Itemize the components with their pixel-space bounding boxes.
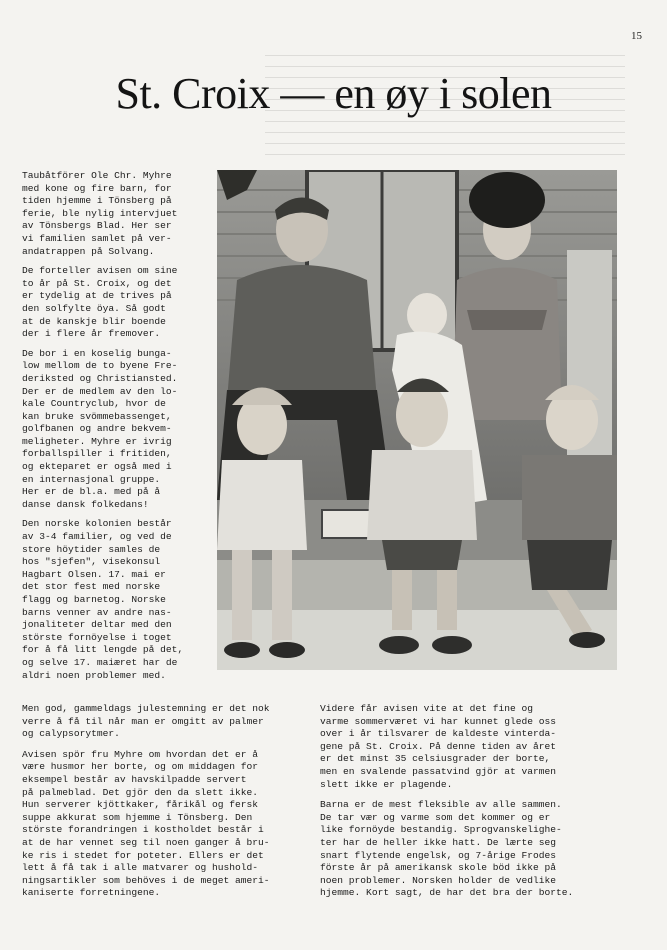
- paragraph: Den norske kolonien består av 3-4 familier, og ved de store höytider samles de hos "sjefen", visekonsul Hagbart Olsen. 17. mai er det stor fest med norske flagg og barnetog. Norske barns venner av andre nas- jonaliteter deltar med den störste fornöyelse i toget for å få litt lengde på det, og selve 17. maiæret har de aldri noen problemer med.: [22, 518, 184, 681]
- paragraph: De forteller avisen om sine to år på St. Croix, og det er tydelig at de trives på den solfylte öya. Så godt at de kanskje blir boende der i flere år fremover.: [22, 265, 178, 340]
- paragraph: Videre får avisen vite at det fine og varme sommerværet vi har kunnet glede oss over i år tilsvarer de kaldeste vinterda- gene på St. Croix. På denne tiden av året er det minst 35 celsiusgrader der borte, men en svalende passatvind gjör at varmen slett ikke er plagende.: [320, 703, 557, 790]
- bottom-left-column: [22, 703, 312, 908]
- intro-column: [22, 170, 212, 689]
- bottom-right-column: [320, 703, 620, 908]
- paragraph: Men god, gammeldags julestemning er det nok verre å få til når man er omgitt av palmer og calypsorytmer.: [22, 703, 270, 740]
- article-title: St. Croix — en øy i solen: [115, 69, 552, 118]
- photo-illustration: [217, 170, 617, 670]
- paragraph: Avisen spör fru Myhre om hvordan det er å være husmor her borte, og om middagen for eksempel består av havskilpadde servert på palmeblad. Det gjör den da slett ikke. Hun serverer kjöttkaker, fårikål og fersk suppe akkurat som hjemme i Tönsberg. Den störste forandringen i kostholdet består i at de har vennet seg til noen ganger å bru- ke ris i stedet for poteter. Ellers er det lett å få tak i alle matvarer og hushold- ningsartikler som behöves i de meget ameri- kaniserte forretningene.: [22, 748, 270, 899]
- paragraph: Barna er de mest fleksible av alle sammen. De tar vær og varme som det kommer og er like fornöyde bestandig. Sprogvanskelighe- ter har de heller ikke hatt. De lærte seg snart flytende engelsk, og 7-årige Frodes förste år på amerikansk skole böd ikke på noen problemer. Norsken holder de vedlike hjemme. Kort sagt, de har det bra der borte.: [320, 799, 574, 899]
- paragraph: Taubåtförer Ole Chr. Myhre med kone og fire barn, for tiden hjemme i Tönsberg på ferie, ble nylig intervjuet av Tönsbergs Blad. Her ser vi familien samlet på ver- andatrappen på Solvang.: [22, 170, 178, 257]
- page-number: 15: [631, 30, 642, 42]
- family-photo: [217, 170, 617, 670]
- paragraph: De bor i en koselig bunga- low mellom de to byene Fre- deriksted og Christiansted. Der er de medlem av den lo- kale Countryclub, hvor de kan bruke svömmebassenget, golfbanen og andre bekvem- meligheter. Myhre er ivrig forballspiller i fritiden, og ekteparet er også med i en internasjonal gruppe. Her er de bl.a. med på å danse dansk folkedans!: [22, 347, 178, 510]
